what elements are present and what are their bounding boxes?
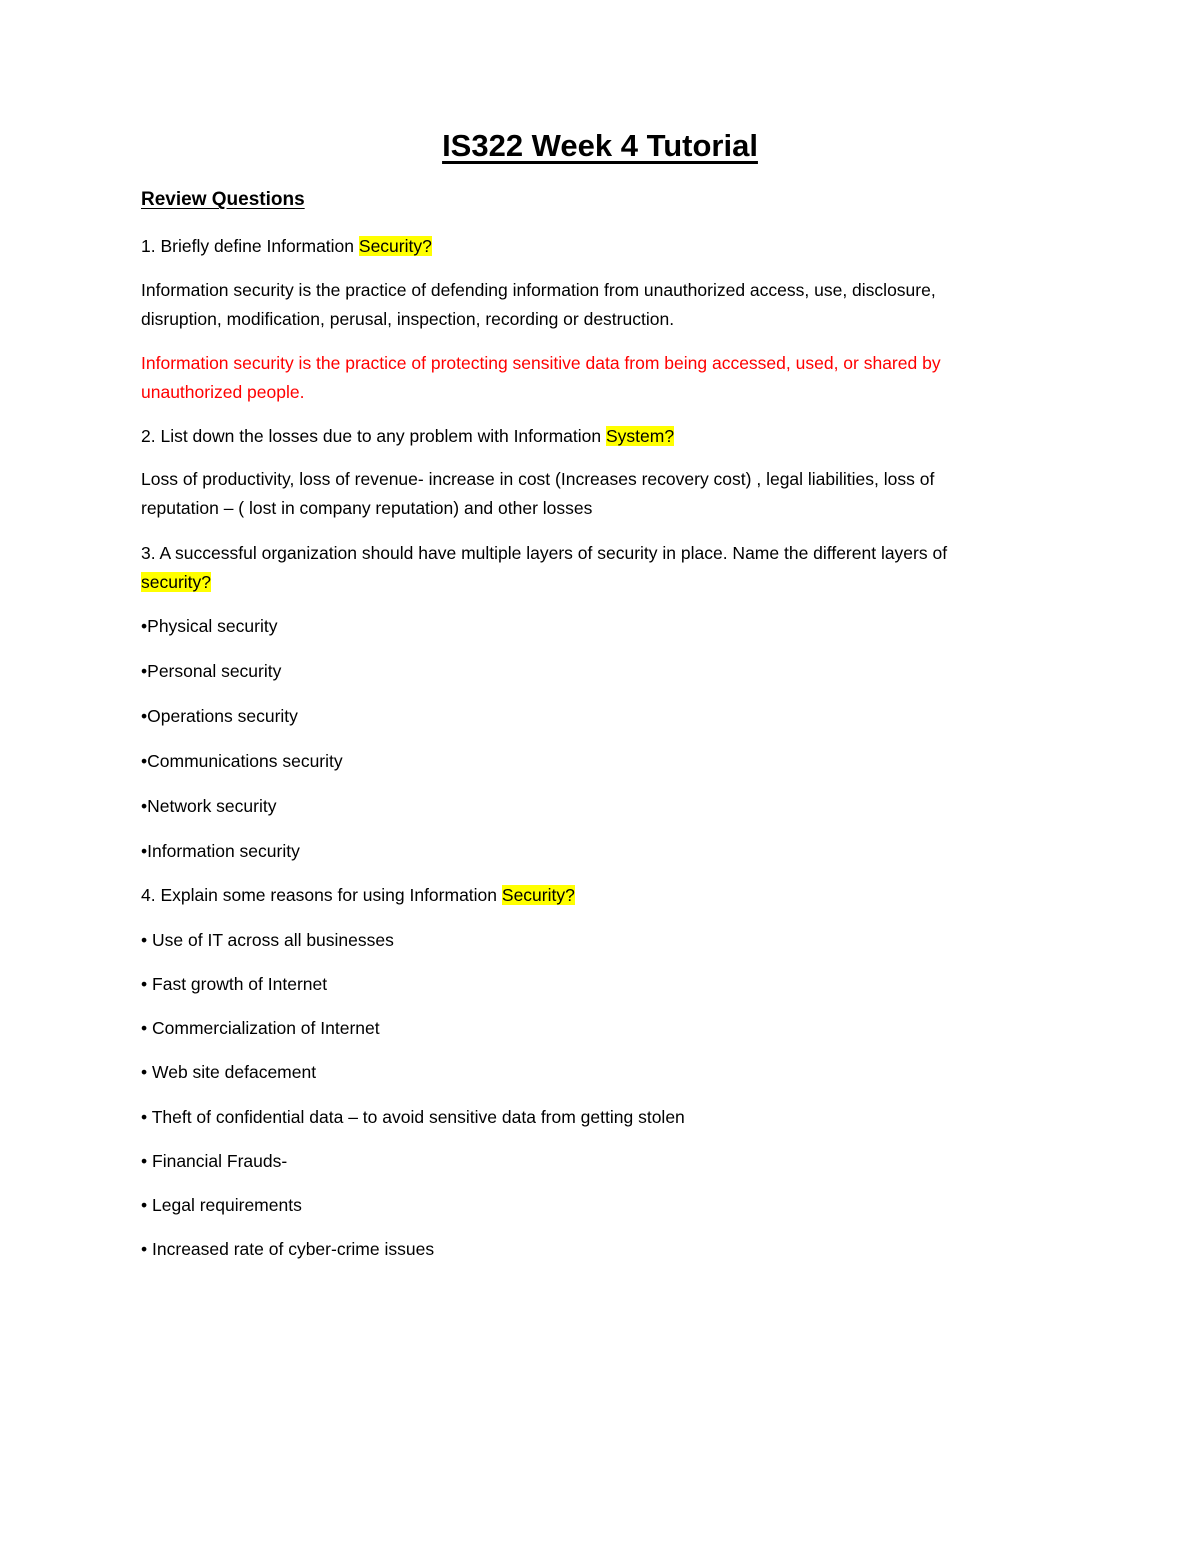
bullet-icon: • — [141, 796, 148, 816]
reason-item-text: Theft of confidential data – to avoid sensitive data from getting stolen — [151, 1107, 685, 1127]
layer-item-text: Physical security — [147, 616, 278, 636]
answer-2-line-1: Loss of productivity, loss of revenue- increase in cost (Increases recovery cost) , legal liabilities, loss of — [141, 469, 935, 489]
question-1 — [141, 232, 432, 261]
layer-item — [141, 657, 281, 686]
reason-item — [141, 1103, 685, 1132]
bullet-icon: • — [141, 1195, 148, 1215]
bullet-icon: • — [141, 751, 148, 771]
answer-1-red-line-1: Information security is the practice of protecting sensitive data from being accessed, used, or shared by — [141, 353, 941, 373]
reason-item-text: Use of IT across all businesses — [152, 930, 394, 950]
layer-item — [141, 792, 276, 821]
reason-item — [141, 1058, 316, 1087]
reason-item-text: Web site defacement — [152, 1062, 317, 1082]
section-heading: Review Questions — [141, 189, 305, 210]
reason-item-text: Financial Frauds- — [152, 1151, 288, 1171]
bullet-icon: • — [141, 1107, 148, 1127]
layer-item-text: Information security — [147, 841, 300, 861]
layer-item-text: Network security — [147, 796, 277, 816]
reason-item-text: Fast growth of Internet — [152, 974, 328, 994]
layer-item — [141, 747, 343, 776]
bullet-icon: • — [141, 974, 148, 994]
bullet-icon: • — [141, 1151, 148, 1171]
reason-item — [141, 1014, 380, 1043]
question-4-text: 4. Explain some reasons for using Information — [141, 885, 502, 905]
bullet-icon: • — [141, 1018, 148, 1038]
layer-item — [141, 612, 277, 641]
bullet-icon: • — [141, 1062, 148, 1082]
answer-1-line-1: Information security is the practice of defending information from unauthorized access, use, disclosure, — [141, 280, 936, 300]
question-1-text: 1. Briefly define Information — [141, 236, 359, 256]
question-4 — [141, 881, 575, 910]
layer-item-text: Personal security — [147, 661, 282, 681]
layer-item-text: Operations security — [147, 706, 298, 726]
layer-item — [141, 837, 300, 866]
bullet-icon: • — [141, 616, 148, 636]
document-title: IS322 Week 4 Tutorial — [442, 128, 758, 163]
reason-item-text: Commercialization of Internet — [152, 1018, 380, 1038]
question-2-text: 2. List down the losses due to any problem with Information — [141, 426, 606, 446]
question-3-line-2 — [141, 568, 211, 597]
bullet-icon: • — [141, 1239, 148, 1259]
question-1-highlight: Security? — [358, 236, 432, 256]
bullet-icon: • — [141, 841, 148, 861]
bullet-icon: • — [141, 661, 148, 681]
answer-1-line-2: disruption, modification, perusal, inspection, recording or destruction. — [141, 309, 675, 329]
reason-item — [141, 1147, 287, 1176]
question-2-highlight: System? — [605, 426, 675, 446]
reason-item — [141, 1191, 302, 1220]
reason-item — [141, 1235, 434, 1264]
question-3-line-1: 3. A successful organization should have multiple layers of security in place. Name the different layers of — [141, 543, 948, 563]
reason-item-text: Legal requirements — [152, 1195, 302, 1215]
bullet-icon: • — [141, 706, 148, 726]
reason-item — [141, 970, 327, 999]
question-3-highlight: security? — [141, 572, 212, 592]
reason-item — [141, 926, 394, 955]
answer-1-red-line-2: unauthorized people. — [141, 382, 305, 402]
layer-item-text: Communications security — [147, 751, 343, 771]
bullet-icon: • — [141, 930, 148, 950]
question-2 — [141, 422, 674, 451]
question-4-highlight: Security? — [501, 885, 575, 905]
layer-item — [141, 702, 298, 731]
answer-2-line-2: reputation – ( lost in company reputation) and other losses — [141, 498, 593, 518]
reason-item-text: Increased rate of cyber-crime issues — [152, 1239, 435, 1259]
